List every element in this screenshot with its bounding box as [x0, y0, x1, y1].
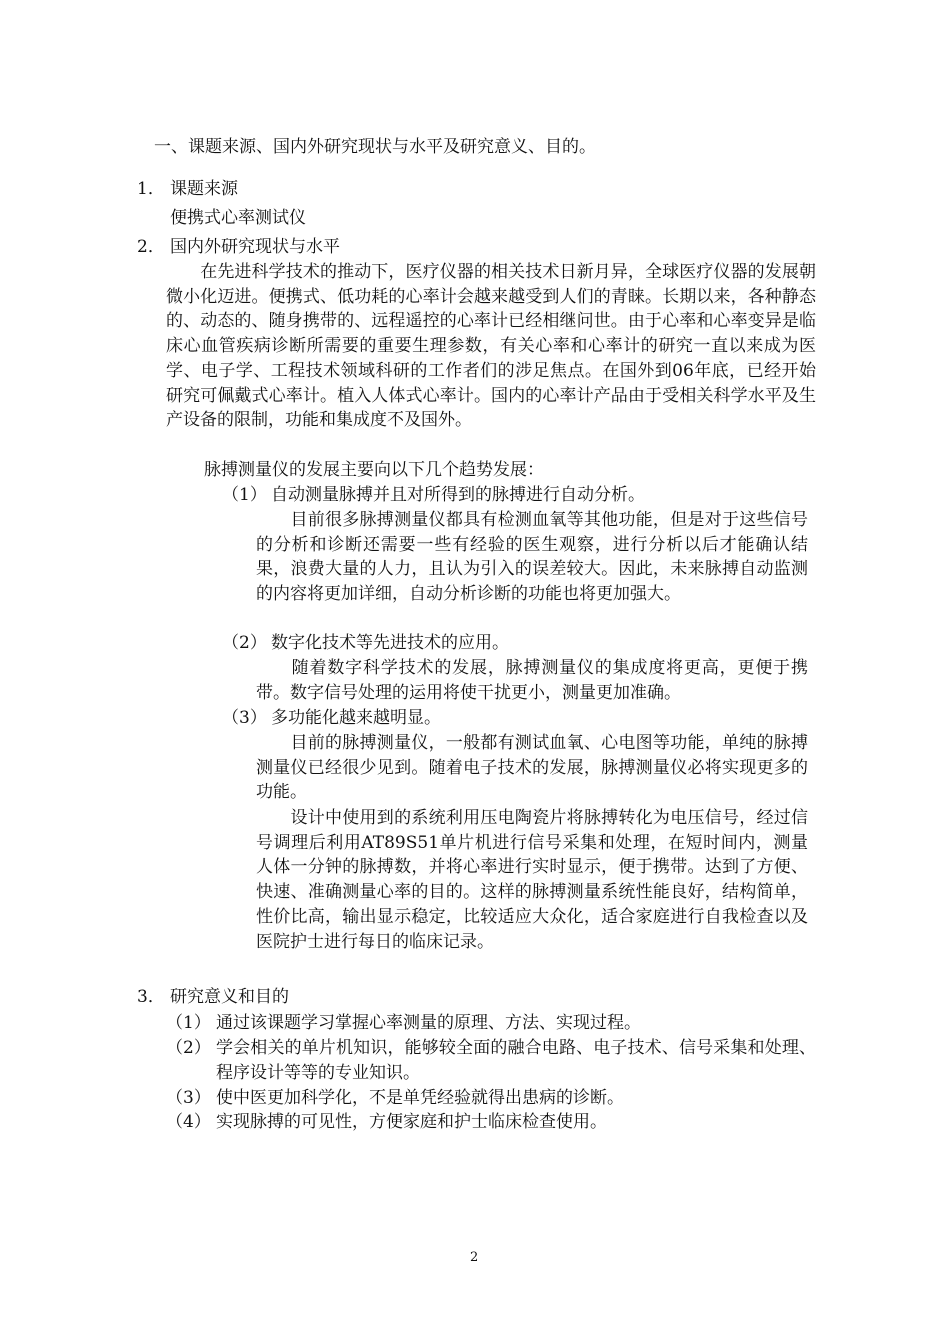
- s2-paragraph-1: 在先进科学技术的推动下，医疗仪器的相关技术日新月异，全球医疗仪器的发展朝微小化迈进。便携式、低功耗的心率计会越来越受到人们的青睐。长期以来，各种静态的、动态的、随身携带的、远程遥控的心率计已经相继问世。由于心率和心率变异是临床心血管疾病诊断所需要的重要生理参数，有关心率和心率计的研究一直以来成为医学、电子学、工程技术领域科研的工作者们的涉足焦点。在国外到06年底，已经开始研究可佩戴式心率计。植入人体式心率计。国内的心率计产品由于受相关科学水平及生产设备的限制，功能和集成度不及国外。: [166, 262, 816, 431]
- trend-item-1-number: （1）: [222, 485, 267, 505]
- trend-item-1-title: 自动测量脉搏并且对所得到的脉搏进行自动分析。: [271, 485, 645, 505]
- trend-item-3-number: （3）: [222, 708, 267, 728]
- trend-item-2-title: 数字化技术等先进技术的应用。: [271, 633, 509, 653]
- s1-number: 1．: [137, 179, 165, 199]
- trend-item-3-title: 多功能化越来越明显。: [271, 708, 441, 728]
- s3-item-4-number: （4）: [166, 1112, 211, 1132]
- trend-item-2-body: 随着数字科学技术的发展，脉搏测量仪的集成度将更高，更便于携带。数字信号处理的运用将使干扰更小，测量更加准确。: [256, 658, 808, 703]
- s3-item-2-number: （2）: [166, 1038, 211, 1058]
- s3-item-3-number: （3）: [166, 1088, 211, 1108]
- s2-number: 2．: [137, 237, 165, 257]
- page-number: 2: [470, 1250, 479, 1265]
- s1-title: 课题来源: [170, 179, 238, 199]
- s3-title: 研究意义和目的: [170, 987, 289, 1007]
- s3-item-1-text: 通过该课题学习掌握心率测量的原理、方法、实现过程。: [216, 1013, 641, 1033]
- trend-item-3-body: 目前的脉搏测量仪，一般都有测试血氧、心电图等功能，单纯的脉搏测量仪已经很少见到。随着电子技术的发展，脉搏测量仪必将实现更多的功能。: [256, 733, 808, 803]
- design-paragraph: 设计中使用到的系统利用压电陶瓷片将脉搏转化为电压信号，经过信号调理后利用AT89S51单片机进行信号采集和处理，在短时间内，测量人体一分钟的脉搏数，并将心率进行实时显示，便于携带。达到了方便、快速、准确测量心率的目的。这样的脉搏测量系统性能良好，结构简单，性价比高，输出显示稳定，比较适应大众化，适合家庭进行自我检查以及医院护士进行每日的临床记录。: [256, 808, 808, 952]
- s3-number: 3．: [137, 987, 165, 1007]
- s3-item-4-text: 实现脉搏的可见性，方便家庭和护士临床检查使用。: [216, 1112, 607, 1132]
- section-heading: 一、课题来源、国内外研究现状与水平及研究意义、目的。: [154, 137, 596, 157]
- s3-item-1-number: （1）: [166, 1013, 211, 1033]
- trend-item-1-body: 目前很多脉搏测量仪都具有检测血氧等其他功能，但是对于这些信号的分析和诊断还需要一些有经验的医生观察，进行分析以后才能确认结果，浪费大量的人力，且认为引入的误差较大。因此，未来脉搏自动监测的内容将更加详细，自动分析诊断的功能也将更加强大。: [256, 510, 808, 605]
- trend-item-2-number: （2）: [222, 633, 267, 653]
- s2-trend-intro: 脉搏测量仪的发展主要向以下几个趋势发展：: [204, 460, 544, 480]
- s1-body: 便携式心率测试仪: [170, 208, 306, 228]
- s3-item-2-text: 学会相关的单片机知识，能够较全面的融合电路、电子技术、信号采集和处理、程序设计等等的专业知识。: [216, 1038, 816, 1083]
- s2-title: 国内外研究现状与水平: [170, 237, 340, 257]
- s3-item-3-text: 使中医更加科学化，不是单凭经验就得出患病的诊断。: [216, 1088, 624, 1108]
